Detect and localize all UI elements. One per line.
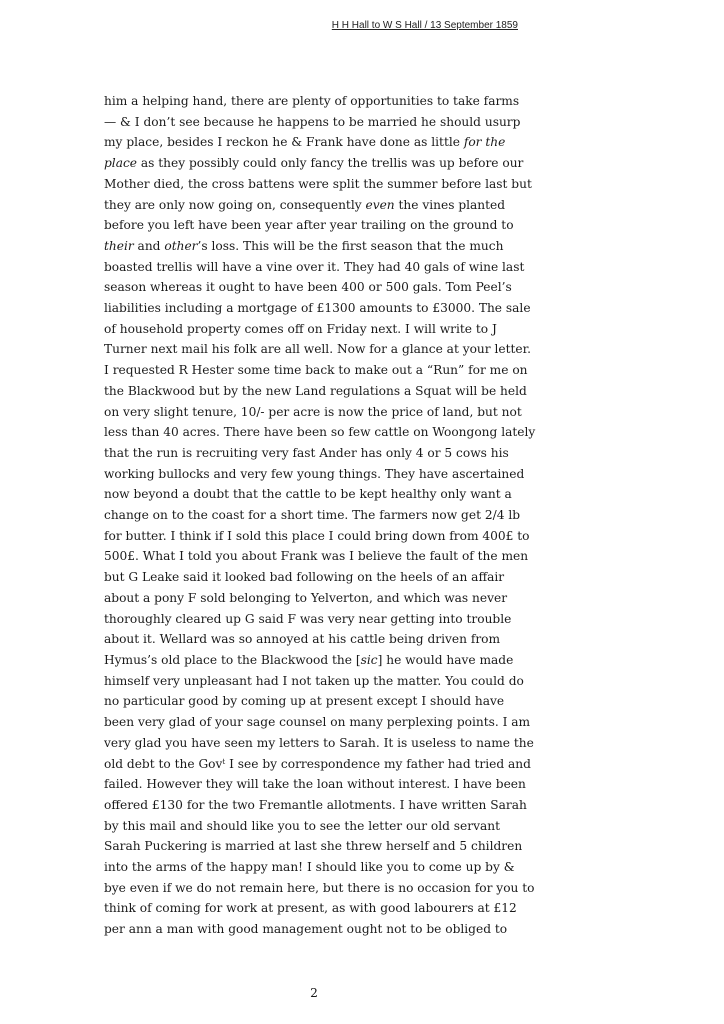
text-segment: the Blackwood but by the new Land regulations a Squat will be held	[104, 383, 527, 398]
text-segment: into the arms of the happy man! I should like you to come up by &	[104, 860, 515, 875]
text-line	[104, 650, 524, 671]
text-segment: per ann a man with good management ought not to be obliged to	[104, 922, 508, 937]
text-segment: failed. However they will take the loan without interest. I have been	[104, 777, 526, 792]
text-line	[104, 588, 524, 609]
text-segment: season whereas it ought to have been 400 or 500 gals. Tom Peel’s	[104, 280, 512, 295]
text-line	[104, 691, 524, 712]
text-segment: very glad you have seen my letters to Sarah. It is useless to name the	[104, 735, 534, 750]
text-segment: but G Leake said it looked bad following on the heels of an affair	[104, 570, 505, 585]
text-segment: by this mail and should like you to see the letter our old servant	[104, 818, 500, 833]
page-number: 2	[310, 986, 318, 1000]
italic-text: place	[104, 156, 138, 171]
text-line	[104, 464, 524, 485]
text-line	[104, 898, 524, 919]
text-segment: and	[133, 238, 165, 253]
italic-text: sic	[360, 652, 378, 667]
text-line	[104, 381, 527, 402]
text-line	[104, 712, 531, 733]
text-segment: as they possibly could only fancy the trellis was up before our	[137, 156, 524, 171]
text-line	[104, 671, 524, 692]
text-line	[104, 298, 531, 319]
text-segment: Hymus’s old place to the Blackwood the [	[104, 652, 361, 667]
text-segment: no particular good by coming up at present except I should have	[104, 694, 505, 709]
text-line	[104, 774, 524, 795]
text-segment: liabilities including a mortgage of £1300 amounts to £3000. The sale	[104, 301, 531, 316]
text-segment: less than 40 acres. There have been so few cattle on Woongong lately	[104, 425, 536, 440]
text-line	[104, 132, 524, 153]
italic-text: for the	[463, 135, 506, 150]
text-line	[104, 857, 524, 878]
text-line	[104, 257, 524, 278]
text-segment: my place, besides I reckon he & Frank have done as little	[104, 135, 464, 150]
text-segment: ’s loss. This will be the first season that the much	[197, 238, 504, 253]
text-line	[104, 422, 536, 443]
text-line	[104, 339, 531, 360]
text-segment: they are only now going on, consequently	[104, 197, 366, 212]
text-segment: that the run is recruiting very fast Ander has only 4 or 5 cows his	[104, 445, 509, 460]
text-segment: working bullocks and very few young things. They have ascertained	[104, 466, 525, 481]
text-segment: the vines planted	[394, 197, 506, 212]
text-segment: now beyond a doubt that the cattle to be kept healthy only want a	[104, 487, 512, 502]
text-segment: I see by correspondence my father had tried and	[225, 756, 531, 771]
italic-text: their	[104, 238, 134, 253]
text-line	[104, 319, 524, 340]
text-segment: himself very unpleasant had I not taken up the matter. You could do	[104, 673, 524, 688]
text-line	[104, 236, 524, 257]
text-segment: him a helping hand, there are plenty of opportunities to take farms	[104, 94, 520, 108]
text-line	[104, 567, 524, 588]
text-segment: about a pony F sold belonging to Yelverton, and which was never	[104, 590, 508, 605]
text-line	[104, 795, 527, 816]
text-line	[104, 609, 524, 630]
text-line	[104, 360, 528, 381]
text-segment: boasted trellis will have a vine over it. They had 40 gals of wine last	[104, 259, 525, 274]
text-line	[104, 484, 524, 505]
text-segment: I requested R Hester some time back to make out a “Run” for me on	[104, 363, 528, 378]
text-segment: offered £130 for the two Fremantle allotments. I have written Sarah	[104, 797, 527, 812]
text-segment: about it. Wellard was so annoyed at his cattle being driven from	[104, 632, 501, 647]
text-line	[104, 215, 524, 236]
text-segment: — & I don’t see because he happens to be married he should usurp	[104, 114, 521, 129]
italic-text: other	[164, 238, 198, 253]
text-line	[104, 629, 524, 650]
italic-text: even	[365, 197, 395, 212]
text-segment: thoroughly cleared up G said F was very near getting into trouble	[104, 611, 512, 626]
text-segment: on very slight tenure, 10/- per acre is now the price of land, but not	[104, 404, 522, 419]
superscript-text: t	[222, 757, 226, 766]
text-line	[104, 919, 524, 940]
text-segment: Mother died, the cross battens were split the summer before last but	[104, 176, 532, 191]
text-line	[104, 836, 524, 857]
text-segment: for butter. I think if I sold this place I could bring down from 400£ to	[104, 528, 530, 543]
text-line	[104, 195, 524, 216]
text-segment: change on to the coast for a short time. The farmers now get 2/4 lb	[104, 508, 521, 523]
text-line	[104, 546, 529, 567]
running-header: H H Hall to W S Hall / 13 September 1859	[331, 20, 518, 31]
text-line	[104, 402, 524, 423]
text-line	[104, 505, 524, 526]
text-line	[104, 878, 535, 899]
text-line	[104, 526, 530, 547]
text-segment: old debt to the Gov	[104, 756, 223, 771]
text-line	[104, 153, 524, 174]
text-line	[104, 816, 524, 837]
text-segment: Sarah Puckering is married at last she threw herself and 5 children	[104, 839, 523, 854]
text-segment: ] he would have made	[377, 652, 514, 667]
text-line	[104, 112, 524, 133]
text-line	[104, 754, 531, 775]
text-segment: before you left have been year after year trailing on the ground to	[104, 218, 514, 233]
text-segment: been very glad of your sage counsel on many perplexing points. I am	[104, 715, 531, 730]
text-line	[104, 443, 524, 464]
text-segment: Turner next mail his folk are all well. Now for a glance at your letter.	[104, 342, 531, 357]
text-line	[104, 277, 524, 298]
text-line	[104, 91, 524, 112]
text-line	[104, 174, 532, 195]
text-segment: 500£. What I told you about Frank was I believe the fault of the men	[104, 549, 529, 564]
text-segment: of household property comes off on Friday next. I will write to J	[104, 321, 497, 336]
text-segment: think of coming for work at present, as with good labourers at £12	[104, 901, 517, 916]
letter-body	[104, 91, 536, 940]
text-line	[104, 733, 534, 754]
text-segment: bye even if we do not remain here, but there is no occasion for you to	[104, 880, 535, 895]
